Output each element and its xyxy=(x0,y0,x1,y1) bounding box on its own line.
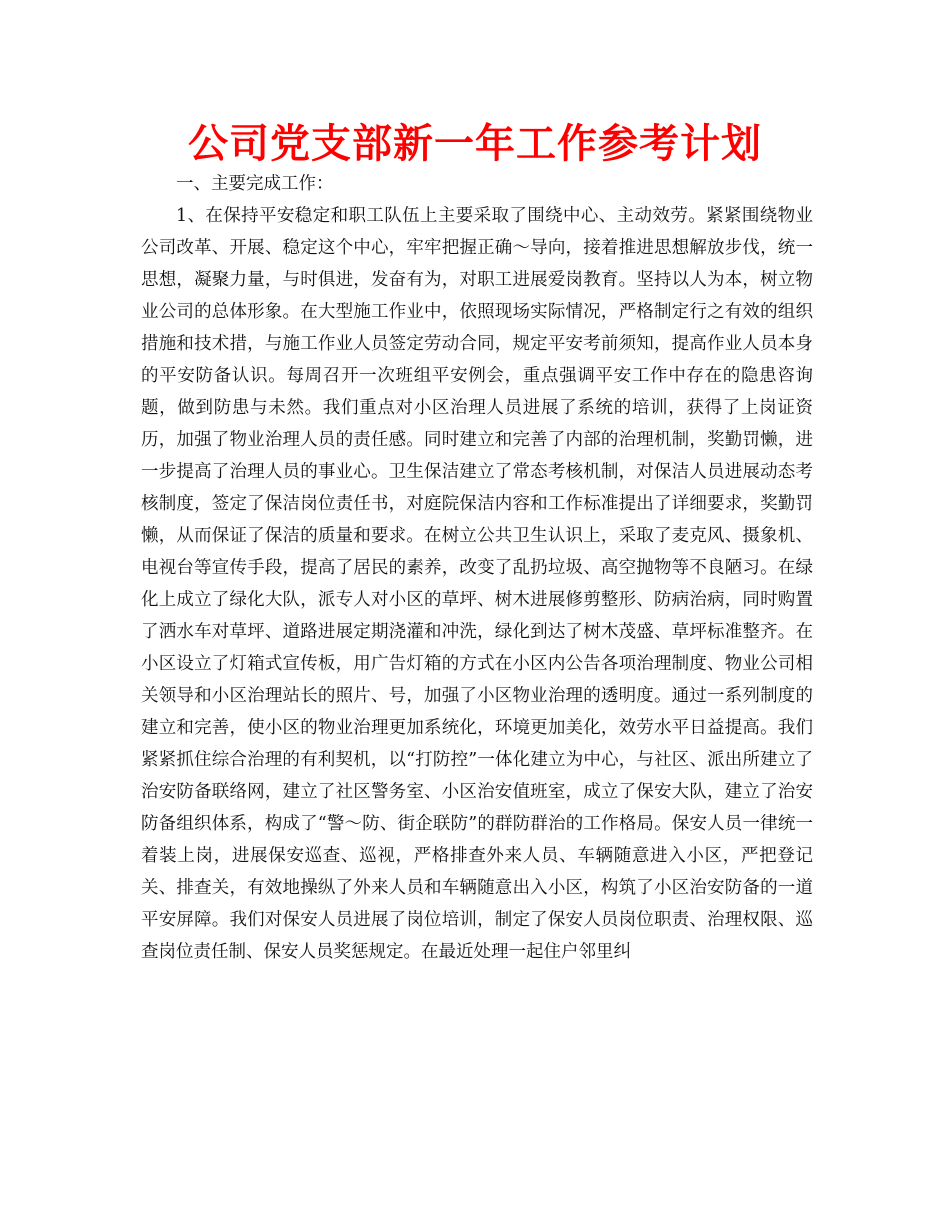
section-heading: 一、主要完成工作： xyxy=(176,174,334,194)
document-body xyxy=(141,168,813,968)
paragraph: 1、在保持平安稳定和职工队伍上主要采取了围绕中心、主动效劳。紧紧围绕物业公司改革、开展、稳定这个中心，牢牢把握正确～导向，接着推进思想解放步伐，统一思想，凝聚力量，与时俱进，发奋有为，对职工进展爱岗教育。坚持以人为本，树立物业公司的总体形象。在大型施工作业中，依照现场实际情况，严格制定行之有效的组织措施和技术措，与施工作业人员签定劳动合同，规定平安考前须知，提高作业人员本身的平安防备认识。每周召开一次班组平安例会，重点强调平安工作中存在的隐患咨询题，做到防患与未然。我们重点对小区治理人员进展了系统的培训，获得了上岗证资历，加强了物业治理人员的责任感。同时建立和完善了内部的治理机制，奖勤罚懒，进一步提高了治理人员的事业心。卫生保洁建立了常态考核机制，对保洁人员进展动态考核制度，签定了保洁岗位责任书，对庭院保洁内容和工作标准提出了详细要求，奖勤罚懒，从而保证了保洁的质量和要求。在树立公共卫生认识上，采取了麦克风、摄象机、电视台等宣传手段，提高了居民的素养，改变了乱扔垃圾、高空抛物等不良陋习。在绿化上成立了绿化大队，派专人对小区的草坪、树木进展修剪整形、防病治病，同时购置了洒水车对草坪、道路进展定期浇灌和冲洗，绿化到达了树木茂盛、草坪标准整齐。在小区设立了灯箱式宣传板，用广告灯箱的方式在小区内公告各项治理制度、物业公司相关领导和小区治理站长的照片、号，加强了小区物业治理的透明度。通过一系列制度的建立和完善，使小区的物业治理更加系统化，环境更加美化，效劳水平日益提高。我们紧紧抓住综合治理的有利契机，以“打防控”一体化建立为中心，与社区、派出所建立了治安防备联络网，建立了社区警务室、小区治安值班室，成立了保安大队，建立了治安防备组织体系，构成了“警～防、街企联防”的群防群治的工作格局。保安人员一律统一着装上岗，进展保安巡查、巡视，严格排查外来人员、车辆随意进入小区，严把登记关、排查关，有效地操纵了外来人员和车辆随意出入小区，构筑了小区治安防备的一道平安屏障。我们对保安人员进展了岗位培训，制定了保安人员岗位职责、治理权限、巡查岗位责任制、保安人员奖惩规定。在最近处理一起住户邻里纠 xyxy=(141,206,813,962)
document-title: 公司党支部新一年工作参考计划 xyxy=(188,120,762,167)
